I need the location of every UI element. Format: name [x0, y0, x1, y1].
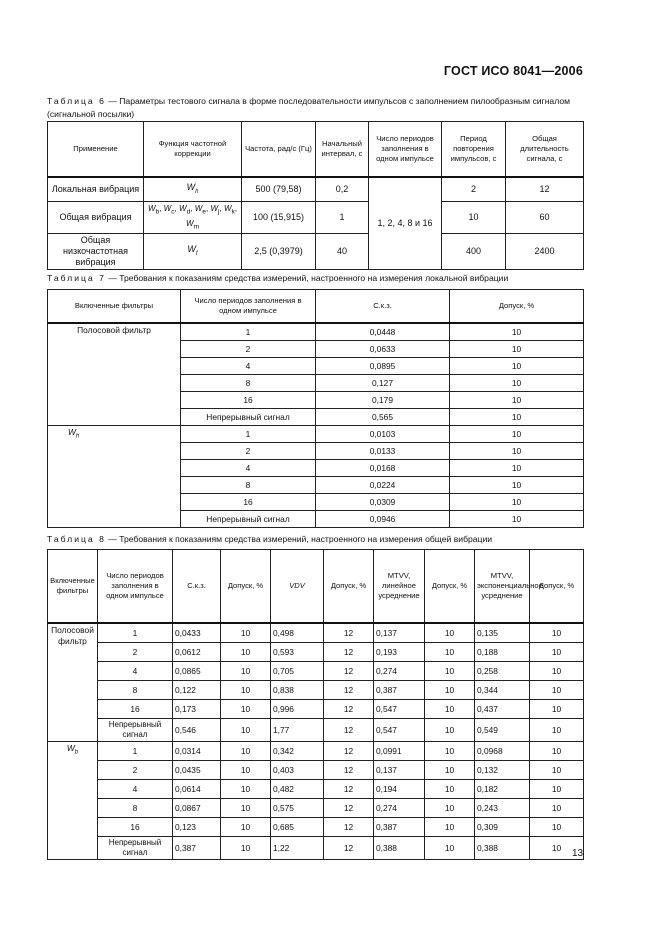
table7-cell: 10 — [450, 358, 584, 375]
table7-cell: 0,127 — [316, 375, 450, 392]
table7-cell: 0,565 — [316, 409, 450, 426]
table8-cell: 10 — [221, 780, 271, 799]
table7 — [47, 289, 584, 528]
table7-cell: 4 — [181, 358, 316, 375]
table7-header: Число периодов заполнения в одном импульсе — [181, 290, 316, 324]
table6-cell-interval: 40 — [316, 234, 369, 270]
table8-cell: 0,387 — [374, 681, 425, 700]
table-row — [48, 837, 584, 860]
table7-filter-wh: $W_h$ — [48, 426, 181, 528]
table8-cell: 10 — [221, 681, 271, 700]
table8-header: Число периодов заполнения в одном импульсе — [98, 550, 173, 624]
table8-cell: 0,437 — [475, 700, 530, 719]
table8-cell: 10 — [425, 643, 475, 662]
table8-cell: 1,22 — [271, 837, 324, 860]
table6-header: Период повторения импульсов, с — [442, 122, 506, 178]
table8-cell: 0,188 — [475, 643, 530, 662]
table7-cell: Непрерывный сигнал — [181, 511, 316, 528]
table-row — [48, 742, 584, 761]
table8-cell: 10 — [530, 643, 584, 662]
table8-cell: 0,549 — [475, 719, 530, 742]
table7-cell: 0,0224 — [316, 477, 450, 494]
table-row — [48, 761, 584, 780]
table6-label: Таблица 6 — [47, 96, 106, 106]
table8-caption — [47, 533, 587, 546]
table8-cell: 0,996 — [271, 700, 324, 719]
table7-cell: 10 — [450, 460, 584, 477]
table8-cell: 8 — [98, 799, 173, 818]
table8-cell: 10 — [221, 719, 271, 742]
table8-cell: 0,388 — [374, 837, 425, 860]
table-row — [48, 662, 584, 681]
table8-cell: 10 — [530, 742, 584, 761]
table8-label: Таблица 8 — [47, 534, 106, 544]
table6-cell-period: 10 — [442, 202, 506, 234]
table8-cell: 12 — [324, 799, 374, 818]
table8-cell: 10 — [221, 818, 271, 837]
table8-cell: 10 — [221, 837, 271, 860]
table7-cell: 0,179 — [316, 392, 450, 409]
table6-caption — [47, 95, 587, 121]
table6-cell-interval: 1 — [316, 202, 369, 234]
table8-cell: 0,685 — [271, 818, 324, 837]
table8-cell: 16 — [98, 818, 173, 837]
table8-cell: 0,274 — [374, 799, 425, 818]
table8-caption-text: — Требования к показаниям средства измерений, настроенного на измерения общей вибрации — [108, 534, 493, 544]
table-row — [48, 799, 584, 818]
table7-cell: 2 — [181, 341, 316, 358]
table8-cell: 10 — [425, 780, 475, 799]
table7-cell: 10 — [450, 494, 584, 511]
table8-cell: 10 — [221, 700, 271, 719]
table8-cell: 10 — [425, 719, 475, 742]
table6-cell-period: 400 — [442, 234, 506, 270]
table8-cell: 1 — [98, 742, 173, 761]
table8-cell: 0,193 — [374, 643, 425, 662]
table8-cell: 10 — [530, 761, 584, 780]
table8-cell: 10 — [530, 719, 584, 742]
table8-cell: 0,122 — [173, 681, 221, 700]
table8-cell: 0,498 — [271, 623, 324, 643]
table7-label: Таблица 7 — [47, 273, 106, 283]
table8-filter: Полосовой фильтр — [48, 623, 98, 742]
table6-header: Функция частотной коррекции — [144, 122, 242, 178]
table8-cell: 10 — [425, 623, 475, 643]
table8-cell: 12 — [324, 662, 374, 681]
table8-cell: 10 — [221, 643, 271, 662]
table7-cell: 16 — [181, 392, 316, 409]
table8-cell: 0,0865 — [173, 662, 221, 681]
table8-cell: 12 — [324, 818, 374, 837]
table7-cell: 10 — [450, 392, 584, 409]
table7-cell: 1 — [181, 426, 316, 443]
table8-cell: 0,547 — [374, 719, 425, 742]
table8-cell: 12 — [324, 780, 374, 799]
table8-header: VDV — [271, 550, 324, 624]
table8-cell: 10 — [425, 761, 475, 780]
table6-header: Частота, рад/с (Гц) — [242, 122, 316, 178]
table8-filter-wb: $W_b$ — [48, 742, 98, 860]
table6-cell-interval: 0,2 — [316, 177, 369, 202]
table8-cell: 12 — [324, 643, 374, 662]
table8-cell: 10 — [221, 662, 271, 681]
table8 — [47, 549, 584, 860]
table7-cell: 0,0946 — [316, 511, 450, 528]
table8-cell: 0,387 — [374, 818, 425, 837]
table8-group-bandpass — [48, 623, 584, 742]
table8-cell: 10 — [530, 700, 584, 719]
table7-header: С.к.з. — [316, 290, 450, 324]
table8-cell: 0,388 — [475, 837, 530, 860]
table-row — [48, 643, 584, 662]
table8-header: Включенные фильтры — [48, 550, 98, 624]
table6-header: Общая длительность сигнала, с — [506, 122, 584, 178]
table8-cell: 10 — [425, 742, 475, 761]
table8-cell: 0,173 — [173, 700, 221, 719]
table8-cell: 0,135 — [475, 623, 530, 643]
table6-cell-func: $W_h$ — [144, 177, 242, 202]
table8-cell: 0,838 — [271, 681, 324, 700]
table7-cell: 0,0103 — [316, 426, 450, 443]
table8-cell: 0,132 — [475, 761, 530, 780]
table8-cell: 0,0433 — [173, 623, 221, 643]
table6-caption-text: — Параметры тестового сигнала в форме последовательности импульсов с заполнением пилообразным сигналом (сигнальной посылки) — [47, 96, 571, 119]
table8-cell: 0,0314 — [173, 742, 221, 761]
table-row — [48, 719, 584, 742]
table7-cell: 1 — [181, 323, 316, 341]
table6-cell-func: $W_f$ — [144, 234, 242, 270]
table8-cell: 12 — [324, 742, 374, 761]
table7-cell: 0,0133 — [316, 443, 450, 460]
table8-cell: 10 — [425, 700, 475, 719]
table7-cell: 10 — [450, 443, 584, 460]
table8-cell: 16 — [98, 700, 173, 719]
table8-cell: 0,0867 — [173, 799, 221, 818]
table8-cell: Непрерывный сигнал — [98, 719, 173, 742]
table8-cell: 0,0991 — [374, 742, 425, 761]
table8-cell: 10 — [530, 662, 584, 681]
table-row — [48, 681, 584, 700]
table6-cell-app: Общая низкочастотная вибрация — [48, 234, 144, 270]
table8-cell: 10 — [425, 662, 475, 681]
table-row — [48, 623, 584, 643]
document-id: ГОСТ ИСО 8041—2006 — [443, 64, 583, 78]
table8-cell: 0,342 — [271, 742, 324, 761]
table8-cell: 10 — [221, 761, 271, 780]
table8-cell: 0,575 — [271, 799, 324, 818]
table8-cell: 0,0612 — [173, 643, 221, 662]
table7-cell: 10 — [450, 477, 584, 494]
table8-cell: 12 — [324, 837, 374, 860]
table6-cell-app: Общая вибрация — [48, 202, 144, 234]
table7-cell: 0,0895 — [316, 358, 450, 375]
table8-cell: 12 — [324, 700, 374, 719]
table8-cell: 0,137 — [374, 761, 425, 780]
table8-cell: 12 — [324, 681, 374, 700]
table6-cell-app: Локальная вибрация — [48, 177, 144, 202]
table7-cell: 0,0309 — [316, 494, 450, 511]
table7-cell: 2 — [181, 443, 316, 460]
table8-cell: 12 — [324, 761, 374, 780]
table8-cell: 2 — [98, 643, 173, 662]
table8-header: Допуск, % — [425, 550, 475, 624]
table7-cell: 10 — [450, 511, 584, 528]
table8-cell: 10 — [530, 837, 584, 860]
table8-group-wb — [48, 742, 584, 860]
table7-cell: 8 — [181, 375, 316, 392]
table8-cell: 1 — [98, 623, 173, 643]
table8-cell: 10 — [530, 780, 584, 799]
table6-cell-period: 2 — [442, 177, 506, 202]
table6-cell-periods-merged: 1, 2, 4, 8 и 16 — [369, 177, 442, 270]
table6-header: Число периодов заполнения в одном импульсе — [369, 122, 442, 178]
table8-cell: 4 — [98, 780, 173, 799]
table8-cell: 1,77 — [271, 719, 324, 742]
table7-cell: 16 — [181, 494, 316, 511]
table7-cell: 4 — [181, 460, 316, 477]
table8-cell: 10 — [425, 799, 475, 818]
table8-cell: 10 — [221, 742, 271, 761]
table8-cell: 10 — [530, 799, 584, 818]
table8-header: MTVV, линейное усреднение — [374, 550, 425, 624]
table6-cell-freq: 100 (15,915) — [242, 202, 316, 234]
table8-cell: 12 — [324, 719, 374, 742]
table8-cell: 0,274 — [374, 662, 425, 681]
table8-cell: 0,547 — [374, 700, 425, 719]
table8-cell: 0,123 — [173, 818, 221, 837]
table6-cell-func: $W_b$, $W_c$, $W_d$, $W_e$, $W_j$, $W_k$, $W_m$ — [144, 202, 242, 234]
table7-filter: Полосовой фильтр — [48, 323, 181, 426]
table6-cell-freq: 2,5 (0,3979) — [242, 234, 316, 270]
table8-cell: 10 — [425, 837, 475, 860]
table7-cell: 8 — [181, 477, 316, 494]
table6-header: Начальный интервал, с — [316, 122, 369, 178]
table7-cell: 10 — [450, 426, 584, 443]
table7-cell: 10 — [450, 375, 584, 392]
table8-header: Допуск, % — [530, 550, 584, 624]
table8-cell: 0,0968 — [475, 742, 530, 761]
table8-cell: 0,387 — [173, 837, 221, 860]
table6-cell-duration: 12 — [506, 177, 584, 202]
table8-cell: 0,344 — [475, 681, 530, 700]
table8-cell: 12 — [324, 623, 374, 643]
table7-cell: 10 — [450, 341, 584, 358]
table-row — [48, 700, 584, 719]
table-row — [48, 818, 584, 837]
table8-header: MTVV, экспоненциальное усреднение — [475, 550, 530, 624]
table8-cell: 8 — [98, 681, 173, 700]
table8-cell: 0,194 — [374, 780, 425, 799]
table8-cell: Непрерывный сигнал — [98, 837, 173, 860]
table8-cell: 10 — [425, 681, 475, 700]
table8-header: Допуск, % — [221, 550, 271, 624]
table8-cell: 0,593 — [271, 643, 324, 662]
table7-cell: 0,0168 — [316, 460, 450, 477]
table6-cell-freq: 500 (79,58) — [242, 177, 316, 202]
table7-cell: 0,0448 — [316, 323, 450, 341]
table8-cell: 10 — [425, 818, 475, 837]
table8-cell: 0,182 — [475, 780, 530, 799]
table8-cell: 0,403 — [271, 761, 324, 780]
table8-cell: 0,0435 — [173, 761, 221, 780]
table8-cell: 4 — [98, 662, 173, 681]
table8-cell: 10 — [530, 681, 584, 700]
table8-cell: 10 — [221, 623, 271, 643]
table8-header: С.к.з. — [173, 550, 221, 624]
table7-cell: 10 — [450, 409, 584, 426]
table7-caption-text: — Требования к показаниям средства измерений, настроенного на измерения локальной вибрации — [108, 273, 509, 283]
table8-cell: 10 — [530, 818, 584, 837]
table8-cell: 0,243 — [475, 799, 530, 818]
table7-cell: 0,0633 — [316, 341, 450, 358]
table8-cell: 10 — [530, 623, 584, 643]
table7-header: Допуск, % — [450, 290, 584, 324]
table8-cell: 0,0614 — [173, 780, 221, 799]
table8-cell: 0,137 — [374, 623, 425, 643]
table8-cell: 10 — [221, 799, 271, 818]
table8-cell: 0,546 — [173, 719, 221, 742]
table7-cell: 10 — [450, 323, 584, 341]
table7-header: Включенные фильтры — [48, 290, 181, 324]
table6-cell-duration: 2400 — [506, 234, 584, 270]
table8-cell: 0,258 — [475, 662, 530, 681]
table6-cell-duration: 60 — [506, 202, 584, 234]
table6-header: Применение — [48, 122, 144, 178]
table-row — [48, 780, 584, 799]
page-number: 13 — [572, 848, 584, 859]
table8-cell: 0,482 — [271, 780, 324, 799]
table7-cell: Непрерывный сигнал — [181, 409, 316, 426]
table8-cell: 0,309 — [475, 818, 530, 837]
table8-cell: 0,705 — [271, 662, 324, 681]
table7-caption — [47, 272, 587, 285]
table8-cell: 2 — [98, 761, 173, 780]
table6 — [47, 121, 584, 270]
table8-header: Допуск, % — [324, 550, 374, 624]
